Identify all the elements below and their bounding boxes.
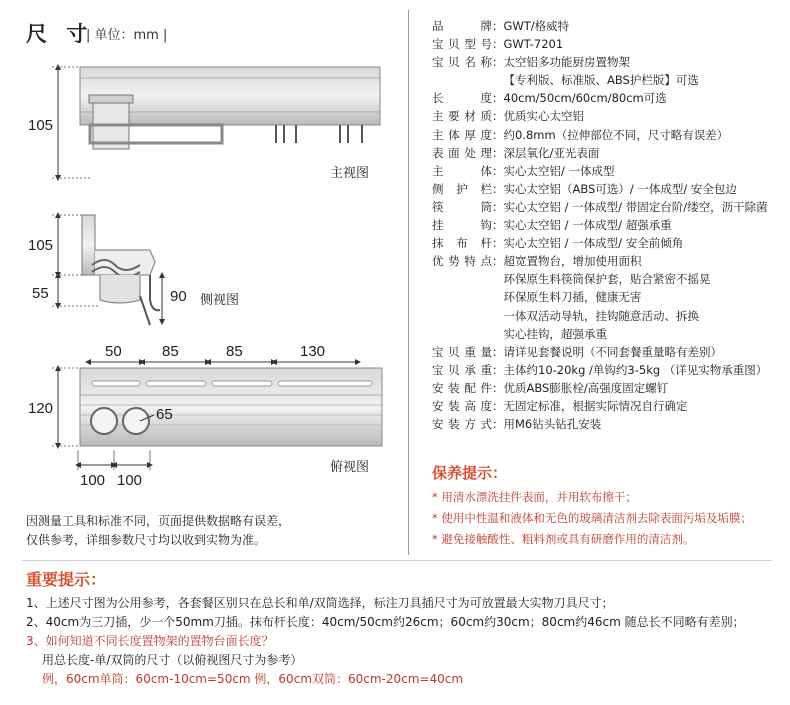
spec-value: 请详见套餐说明（不同套餐重量略有差别） <box>503 344 722 359</box>
spec-row <box>432 71 768 89</box>
spec-row <box>432 107 768 125</box>
front-height-dim: 105 <box>28 117 54 134</box>
spec-colon: ： <box>492 344 504 359</box>
important-example: 例，60cm单筒：60cm-10cm=50cm 例，60cm双筒：60cm-20cm=40cm <box>42 672 464 686</box>
spec-key: 主体厚度 <box>432 127 492 142</box>
front-hooks <box>276 125 362 143</box>
spec-row <box>432 379 768 397</box>
spec-value: 用M6钻头钻孔安装 <box>503 417 602 432</box>
top-cup-left <box>91 408 117 434</box>
spec-row <box>432 126 768 144</box>
spec-row <box>432 234 768 252</box>
spec-colon: ： <box>492 145 504 160</box>
side-view <box>28 215 239 325</box>
dimension-drawings <box>0 0 410 510</box>
section-title: 尺 寸 <box>26 22 94 46</box>
spec-value: 约0.8mm（拉伸部位不同，尺寸略有误差） <box>503 127 729 142</box>
spec-key: 优势特点 <box>432 254 492 269</box>
spec-value: GWT-7201 <box>503 37 564 52</box>
note-line: 因测量工具和标准不同，页面提供数据略有误差， <box>26 514 291 528</box>
top-view-caption: 俯视图 <box>330 459 370 474</box>
spec-colon: ： <box>492 398 504 413</box>
spec-row <box>432 53 768 71</box>
front-view <box>28 67 380 180</box>
spec-key: 挂 钩 <box>432 218 492 233</box>
spec-row <box>432 198 768 216</box>
top-dim-100b: 100 <box>117 472 143 489</box>
spec-key: 主要材质 <box>432 109 492 124</box>
spec-key: 宝贝型号 <box>432 37 492 52</box>
side-rack-profile <box>82 215 95 275</box>
spec-list <box>432 17 768 433</box>
spec-row <box>432 270 768 288</box>
important-line: 1、上述尺寸图为公用参考，各套餐区别只在总长和单/双筒选择，标注刀具插尺寸为可放置最大实物刀具尺寸； <box>26 596 614 610</box>
spec-colon: ： <box>492 91 504 106</box>
important-line: 2、40cm为三刀插，少一个50mm刀插。抹布杆长度：40cm/50cm约26cm；60cm约30cm；80cm约46cm 随总长不同略有差别； <box>26 615 745 629</box>
side-hook-dim: 90 <box>170 288 187 305</box>
spec-row <box>432 415 768 433</box>
top-rack-body <box>80 368 382 446</box>
spec-colon: ： <box>492 199 504 214</box>
spec-value: 实心太空铝（ABS可选）/ 一体成型/ 安全包边 <box>503 181 737 196</box>
spec-value: 优质ABS膨胀栓/高强度固定螺钉 <box>503 380 669 395</box>
care-title: 保养提示： <box>432 464 508 482</box>
spec-colon <box>492 272 504 286</box>
top-view <box>28 343 382 489</box>
top-cup-right <box>123 408 149 434</box>
care-item: * 使用中性温和液体和无色的玻璃清洁剂去除表面污垢及垢膜； <box>432 511 752 525</box>
spec-value: 40cm/50cm/60cm/80cm可选 <box>503 91 667 106</box>
spec-row <box>432 17 768 35</box>
spec-key: 抹 布 杆 <box>432 236 492 251</box>
side-view-caption: 侧视图 <box>200 292 240 307</box>
side-holder-dim: 55 <box>32 285 49 302</box>
spec-value: 超宽置物台，增加使用面积 <box>503 254 642 269</box>
spec-colon: ： <box>492 218 504 233</box>
top-dim-85a: 85 <box>162 343 179 360</box>
top-cup-dim: 65 <box>156 406 173 423</box>
spec-key: 宝贝承重 <box>432 362 492 377</box>
spec-colon: ： <box>492 417 504 432</box>
care-list <box>432 487 752 550</box>
front-view-caption: 主视图 <box>330 165 370 180</box>
spec-key: 侧 护 栏 <box>432 181 492 196</box>
spec-key: 安装配件 <box>432 380 492 395</box>
spec-value: 实心太空铝 / 一体成型/ 安全前倾角 <box>503 236 684 251</box>
spec-colon: ： <box>492 254 504 269</box>
spec-row <box>432 288 768 306</box>
top-dim-85b: 85 <box>226 343 243 360</box>
spec-colon <box>492 309 504 323</box>
spec-value: 主体约10-20kg /单钩约3-5kg （详见实物承重图） <box>503 362 768 377</box>
spec-value: 【专利版、标准版、ABS护栏版】可选 <box>503 73 699 88</box>
spec-row <box>432 307 768 325</box>
measurement-note <box>26 512 290 550</box>
unit-label: | 单位：mm | <box>86 28 168 43</box>
spec-key: 宝贝名称 <box>432 55 492 70</box>
spec-value: 无固定标准，根据实际情况自行确定 <box>503 398 688 413</box>
spec-value: 一体双活动导轨，挂钩随意活动、拆换 <box>503 308 699 323</box>
spec-colon: ： <box>492 127 504 142</box>
side-hook <box>150 275 160 310</box>
spec-colon: ： <box>492 163 504 178</box>
important-list <box>26 594 745 689</box>
spec-row <box>432 35 768 53</box>
care-item: * 避免接触酸性、粗料剂或具有研磨作用的清洁剂。 <box>432 532 695 546</box>
spec-row <box>432 361 768 379</box>
important-title: 重要提示： <box>26 570 107 589</box>
spec-value: 实心挂钩，超强承重 <box>503 326 607 341</box>
spec-value: 实心太空铝/ 一体成型 <box>503 163 615 178</box>
note-line: 仅供参考，详细参数尺寸均以收到实物为准。 <box>26 533 267 547</box>
side-height-dim: 105 <box>28 237 54 254</box>
spec-key: 安装高度 <box>432 398 492 413</box>
spec-colon: ： <box>492 19 504 33</box>
spec-colon: ： <box>492 55 504 70</box>
spec-value: GWT/格威特 <box>503 19 570 33</box>
spec-colon: ： <box>492 362 504 377</box>
spec-key: 表面处理 <box>432 145 492 160</box>
spec-key: 筷 筒 <box>432 199 492 214</box>
spec-colon: ： <box>492 380 504 395</box>
important-question: 3、如何知道不同长度置物架的置物台面长度？ <box>26 634 274 648</box>
spec-key: 安装方式 <box>432 417 492 432</box>
spec-row <box>432 325 768 343</box>
spec-row <box>432 89 768 107</box>
spec-colon <box>492 73 504 87</box>
section-divider <box>22 560 772 561</box>
spec-value: 环保原生料筷筒保护套，贴合紧密不摇晃 <box>503 272 711 287</box>
spec-row <box>432 180 768 198</box>
important-line: 用总长度-单/双筒的尺寸（以俯视图尺寸为参考） <box>42 653 303 667</box>
spec-value: 深层氧化/亚光表面 <box>503 145 600 160</box>
spec-colon: ： <box>492 181 504 196</box>
spec-key: 宝贝重量 <box>432 344 492 359</box>
top-dim-100a: 100 <box>80 472 106 489</box>
spec-value: 太空铝多功能厨房置物架 <box>503 55 630 70</box>
spec-key: 长 度 <box>432 91 492 106</box>
spec-row <box>432 397 768 415</box>
spec-row <box>432 252 768 270</box>
spec-colon <box>492 290 504 304</box>
spec-colon <box>492 327 504 341</box>
top-dim-50: 50 <box>105 343 122 360</box>
spec-value: 环保原生料刀插，健康无害 <box>503 290 642 305</box>
spec-colon: ： <box>492 37 504 52</box>
spec-key: 品 牌 <box>432 19 492 33</box>
spec-row <box>432 343 768 361</box>
spec-row <box>432 216 768 234</box>
spec-value: 优质实心太空铝 <box>503 109 584 124</box>
spec-colon: ： <box>492 109 504 124</box>
spec-value: 实心太空铝 / 一体成型/ 超强承重 <box>503 218 672 233</box>
care-item: * 用清水漂洗挂件表面，并用软布擦干； <box>432 490 637 504</box>
top-depth-dim: 120 <box>28 400 54 417</box>
spec-key: 主 体 <box>432 163 492 178</box>
spec-value: 实心太空铝 / 一体成型/ 带固定台阶/缕空，沥干除菌 <box>503 199 768 214</box>
spec-colon: ： <box>492 236 504 251</box>
side-chopstick-holder <box>100 275 140 303</box>
spec-row <box>432 144 768 162</box>
spec-row <box>432 162 768 180</box>
top-dim-130: 130 <box>300 343 326 360</box>
